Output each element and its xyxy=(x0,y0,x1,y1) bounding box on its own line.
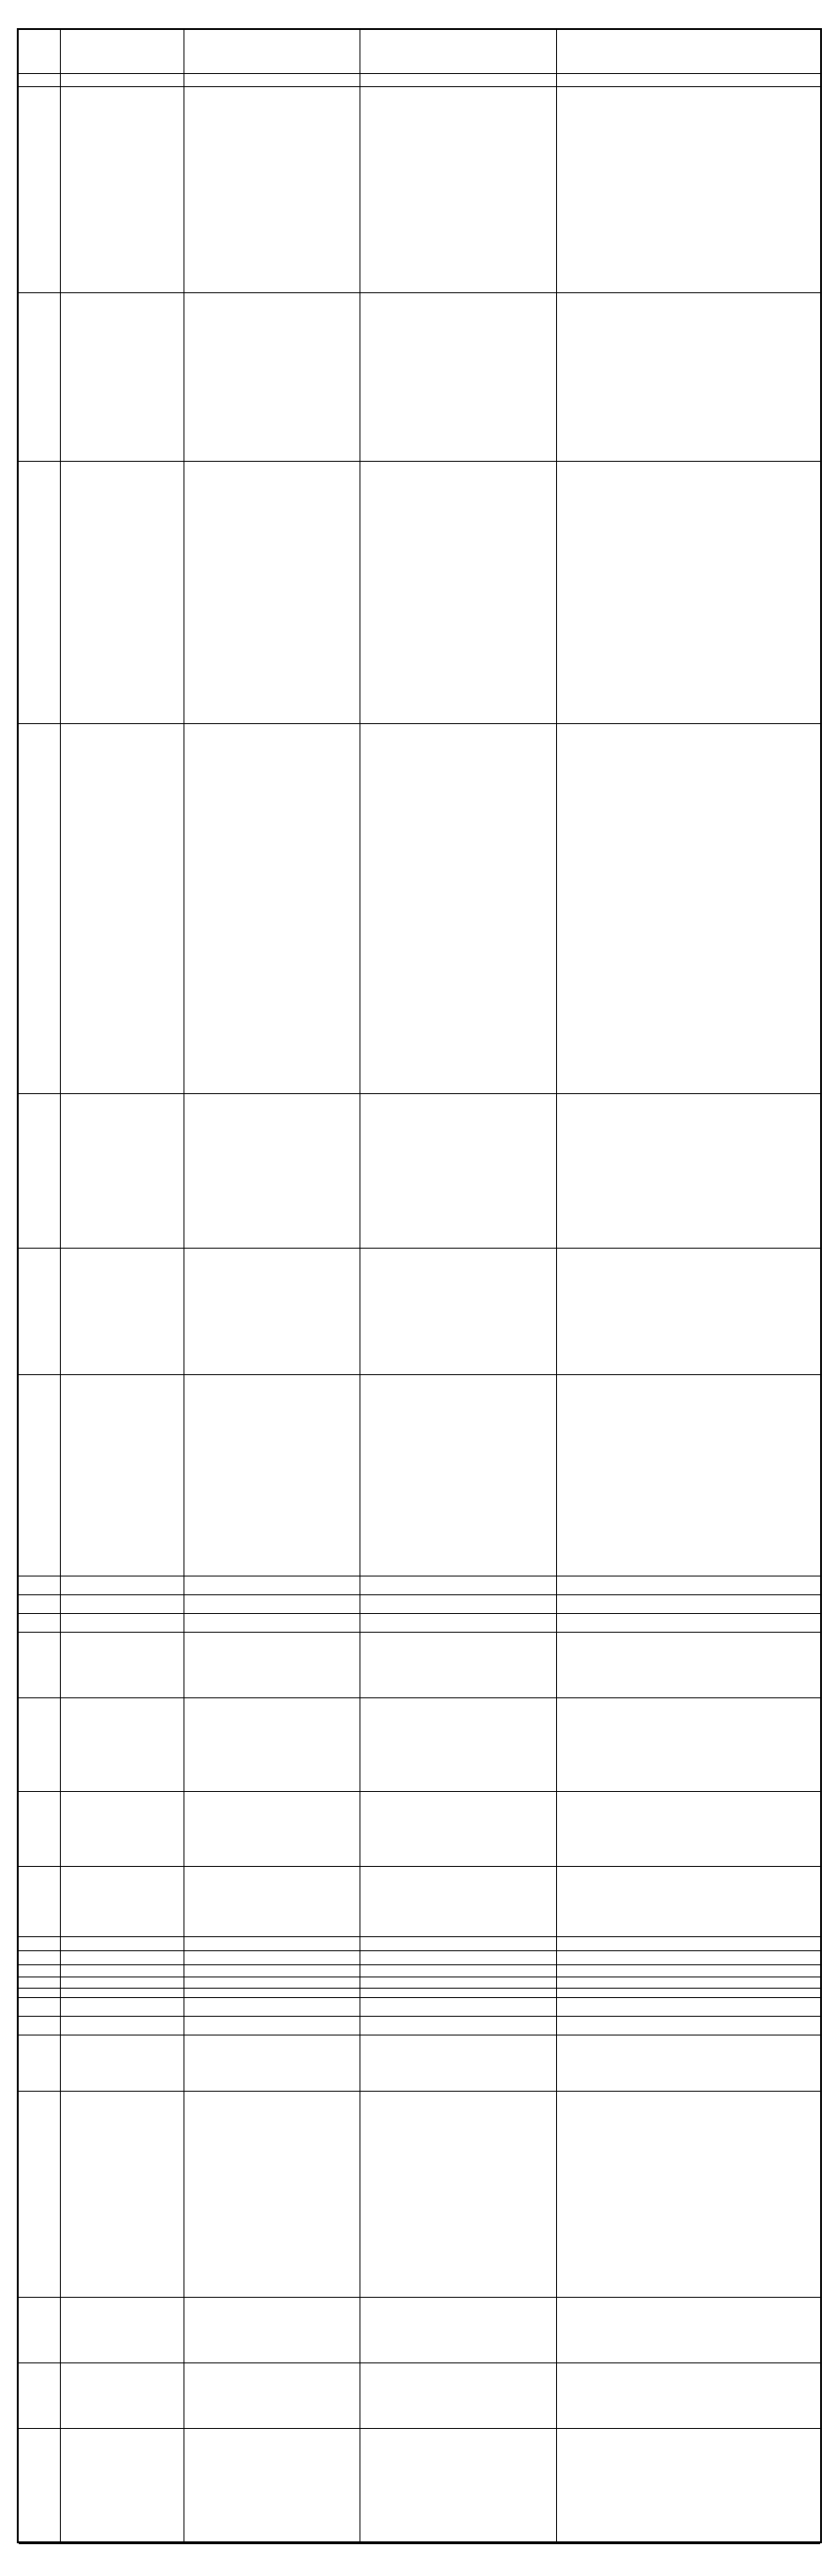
qualification-cell xyxy=(556,1617,824,1630)
post-name-cell xyxy=(60,1954,183,1963)
qualification-cell xyxy=(556,727,824,1091)
institution-cell xyxy=(359,1636,556,1695)
qualification-cell xyxy=(556,1579,824,1592)
table-header-row xyxy=(19,30,820,73)
serial-cell xyxy=(19,2301,60,2361)
table-row xyxy=(19,1093,820,1248)
qualification-cell xyxy=(556,296,824,459)
subject-cell xyxy=(183,2038,359,2089)
table-row xyxy=(19,1576,820,1594)
table-row xyxy=(19,1936,820,1950)
table-row xyxy=(19,1866,820,1936)
serial-cell xyxy=(19,1795,60,1864)
post-name-cell xyxy=(60,2095,183,2295)
table-row xyxy=(19,1976,820,1988)
subject-cell xyxy=(183,1870,359,1934)
institution-cell xyxy=(359,2020,556,2033)
post-name-cell xyxy=(60,1378,183,1574)
subject-cell xyxy=(183,2547,359,2556)
post-name-cell xyxy=(60,727,183,1091)
institution-cell xyxy=(359,1940,556,1949)
table-row xyxy=(19,1950,820,1964)
institution-cell xyxy=(359,1378,556,1574)
table-row xyxy=(19,1613,820,1632)
institution-cell xyxy=(359,2547,556,2556)
serial-cell xyxy=(19,465,60,721)
institution-cell xyxy=(359,727,556,1091)
post-name-cell xyxy=(60,1579,183,1592)
qualification-cell xyxy=(556,2095,824,2295)
qualification-cell xyxy=(556,465,824,721)
post-name-cell xyxy=(60,2001,183,2014)
serial-cell xyxy=(19,1617,60,1630)
post-name-cell xyxy=(60,1701,183,1789)
post-name-cell xyxy=(60,90,183,290)
qualification-cell xyxy=(556,1097,824,1246)
institution-cell xyxy=(359,2432,556,2541)
serial-cell xyxy=(19,2366,60,2426)
subject-cell xyxy=(183,2020,359,2033)
serial-cell xyxy=(19,296,60,459)
recruitment-table xyxy=(17,28,822,2543)
qualification-cell xyxy=(556,1598,824,1611)
post-name-cell xyxy=(60,2038,183,2089)
serial-cell xyxy=(19,1378,60,1574)
serial-cell xyxy=(19,2020,60,2033)
table-row xyxy=(19,1594,820,1613)
institution-cell xyxy=(359,1579,556,1592)
subject-cell xyxy=(183,1579,359,1592)
qualification-cell xyxy=(556,1870,824,1934)
table-row xyxy=(19,1964,820,1976)
serial-cell xyxy=(19,1097,60,1246)
qualification-cell xyxy=(556,1251,824,1372)
qualification-cell xyxy=(556,2366,824,2426)
subject-cell xyxy=(183,1378,359,1574)
table-row xyxy=(19,1697,820,1791)
qualification-cell xyxy=(556,1954,824,1963)
institution-cell xyxy=(359,90,556,290)
serial-cell xyxy=(19,1251,60,1372)
post-name-cell xyxy=(60,2366,183,2426)
post-name-cell xyxy=(60,1795,183,1864)
institution-cell xyxy=(359,2038,556,2089)
subject-cell xyxy=(183,296,359,459)
institution-cell xyxy=(359,1795,556,1864)
table-row xyxy=(19,2362,820,2428)
subject-cell xyxy=(183,1940,359,1949)
table-row xyxy=(19,2035,820,2091)
subject-cell xyxy=(183,1617,359,1630)
institution-cell xyxy=(359,465,556,721)
table-row xyxy=(19,2543,820,2544)
qualification-cell xyxy=(556,2547,824,2556)
subject-cell xyxy=(183,465,359,721)
institution-cell xyxy=(359,1954,556,1963)
serial-cell xyxy=(19,2547,60,2556)
qualification-cell xyxy=(556,2301,824,2361)
post-name-cell xyxy=(60,1636,183,1695)
table-row xyxy=(19,2428,820,2543)
serial-cell xyxy=(19,1636,60,1695)
institution-cell xyxy=(359,2001,556,2014)
qualification-cell xyxy=(556,90,824,290)
serial-cell xyxy=(19,2038,60,2089)
post-name-cell xyxy=(60,2020,183,2033)
subject-cell xyxy=(183,90,359,290)
subject-cell xyxy=(183,2432,359,2541)
qualification-cell xyxy=(556,1795,824,1864)
qualification-cell xyxy=(556,1701,824,1789)
table-row xyxy=(19,461,820,723)
post-name-cell xyxy=(60,1097,183,1246)
qualification-cell xyxy=(556,2038,824,2089)
serial-cell xyxy=(19,1940,60,1949)
serial-cell xyxy=(19,727,60,1091)
serial-cell xyxy=(19,2432,60,2541)
column-number-row xyxy=(19,73,820,86)
subject-cell xyxy=(183,2366,359,2426)
table-row xyxy=(19,1997,820,2016)
qualification-cell xyxy=(556,1940,824,1949)
table-row xyxy=(19,292,820,461)
subject-cell xyxy=(183,1251,359,1372)
post-name-cell xyxy=(60,2547,183,2556)
qualification-cell xyxy=(556,2432,824,2541)
institution-cell xyxy=(359,2366,556,2426)
post-name-cell xyxy=(60,2301,183,2361)
table-row xyxy=(19,723,820,1093)
subject-cell xyxy=(183,2095,359,2295)
post-name-cell xyxy=(60,1617,183,1630)
qualification-cell xyxy=(556,2020,824,2033)
serial-cell xyxy=(19,90,60,290)
institution-cell xyxy=(359,1617,556,1630)
serial-cell xyxy=(19,1870,60,1934)
qualification-cell xyxy=(556,1378,824,1574)
serial-cell xyxy=(19,1598,60,1611)
institution-cell xyxy=(359,2095,556,2295)
post-name-cell xyxy=(60,2432,183,2541)
institution-cell xyxy=(359,2301,556,2361)
serial-cell xyxy=(19,2001,60,2014)
subject-cell xyxy=(183,2301,359,2361)
table-row xyxy=(19,1374,820,1576)
subject-cell xyxy=(183,1598,359,1611)
post-name-cell xyxy=(60,1251,183,1372)
institution-cell xyxy=(359,296,556,459)
institution-cell xyxy=(359,1097,556,1246)
table-row xyxy=(19,1248,820,1374)
table-row xyxy=(19,2091,820,2297)
table-row xyxy=(19,1632,820,1697)
subject-cell xyxy=(183,727,359,1091)
institution-cell xyxy=(359,1701,556,1789)
institution-cell xyxy=(359,1870,556,1934)
subject-cell xyxy=(183,1795,359,1864)
subject-cell xyxy=(183,2001,359,2014)
table-row xyxy=(19,1791,820,1866)
subject-cell xyxy=(183,1097,359,1246)
serial-cell xyxy=(19,1579,60,1592)
post-name-cell xyxy=(60,1598,183,1611)
table-row xyxy=(19,2297,820,2362)
post-name-cell xyxy=(60,296,183,459)
table-row xyxy=(19,2016,820,2035)
serial-cell xyxy=(19,2095,60,2295)
institution-cell xyxy=(359,1598,556,1611)
table-row xyxy=(19,1988,820,1997)
institution-cell xyxy=(359,1251,556,1372)
table-row xyxy=(19,86,820,292)
post-name-cell xyxy=(60,1940,183,1949)
post-name-cell xyxy=(60,1870,183,1934)
qualification-cell xyxy=(556,2001,824,2014)
qualification-cell xyxy=(556,1636,824,1695)
serial-cell xyxy=(19,1701,60,1789)
subject-cell xyxy=(183,1701,359,1789)
post-name-cell xyxy=(60,465,183,721)
serial-cell xyxy=(19,1954,60,1963)
subject-cell xyxy=(183,1954,359,1963)
subject-cell xyxy=(183,1636,359,1695)
